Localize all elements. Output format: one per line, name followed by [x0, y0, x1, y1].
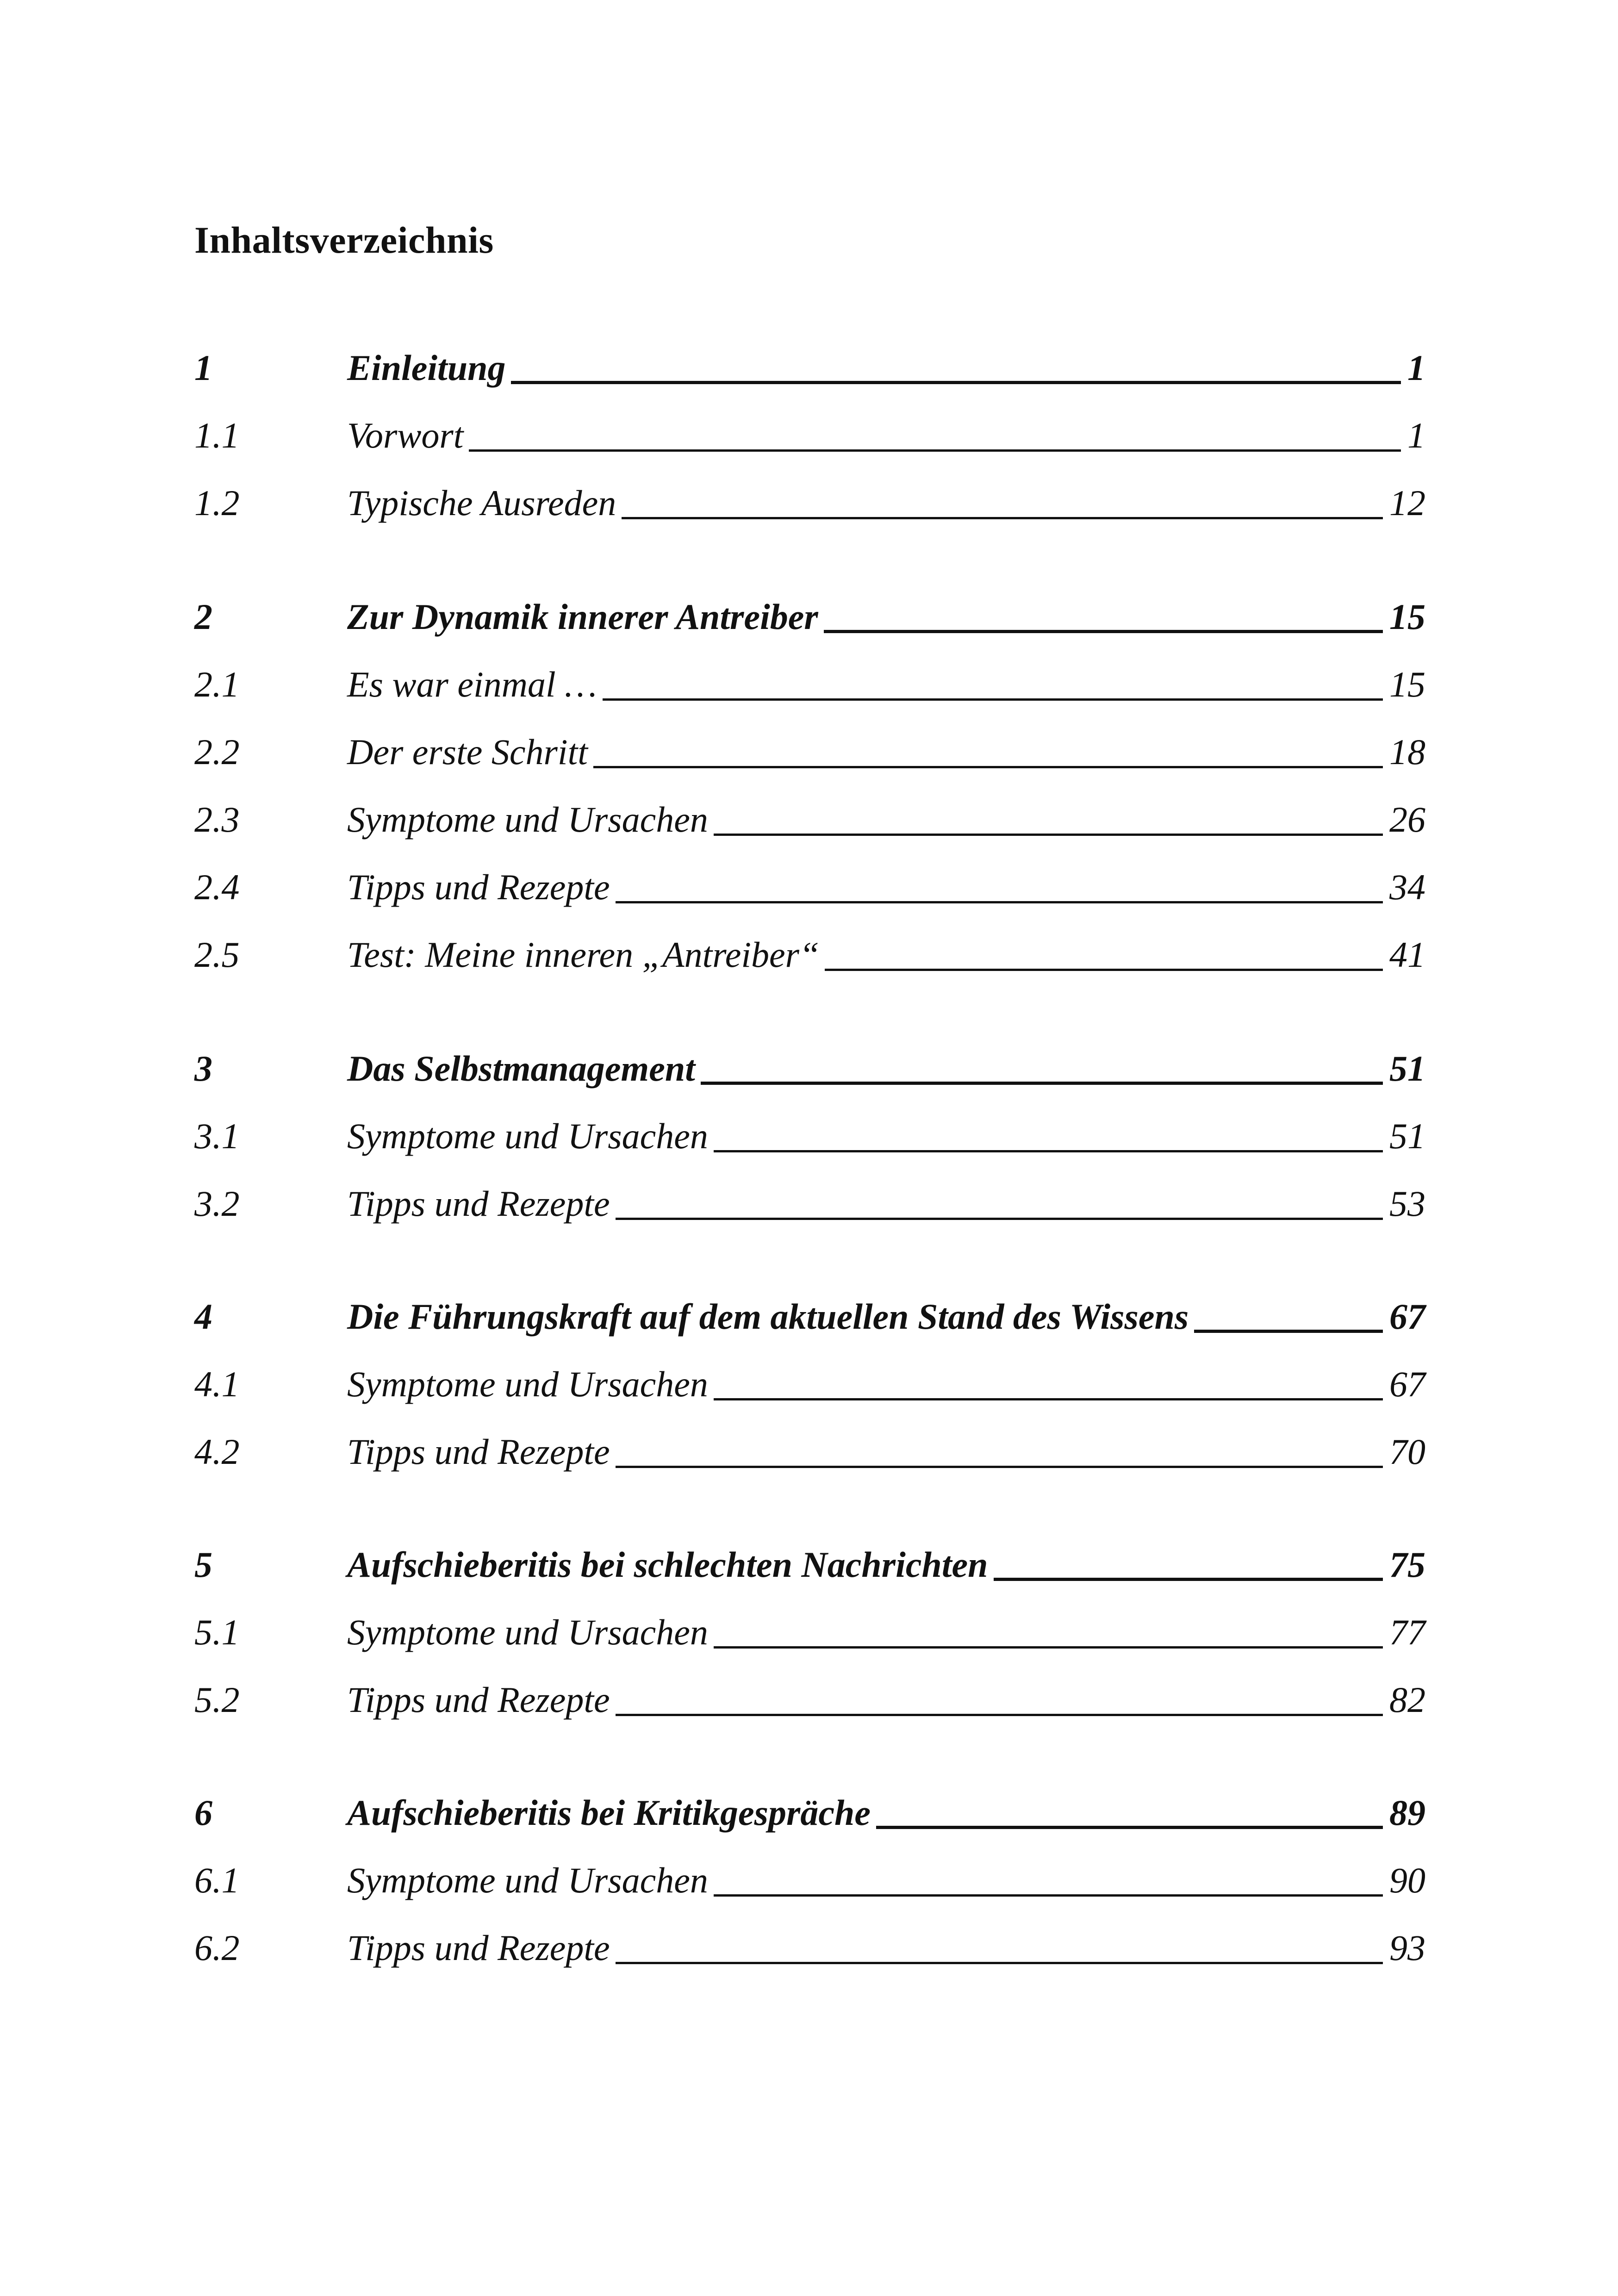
page-number: 12: [1389, 483, 1425, 523]
dot-leader: [603, 698, 1383, 701]
section-number: 1.1: [194, 415, 240, 455]
page-number: 89: [1389, 1792, 1425, 1833]
page-number: 18: [1389, 732, 1425, 772]
toc-section-2-1: [194, 659, 1425, 710]
dot-leader: [876, 1826, 1383, 1829]
dot-leader: [593, 766, 1383, 768]
dot-leader: [469, 449, 1401, 452]
section-title: Symptome und Ursachen: [347, 1364, 708, 1404]
dot-leader: [714, 1646, 1383, 1649]
chapter-number: 6: [194, 1792, 212, 1833]
toc-section-1-2: [194, 478, 1425, 529]
section-number: 1.2: [194, 483, 240, 523]
page-number: 53: [1389, 1183, 1425, 1224]
section-number: 2.4: [194, 867, 240, 907]
section-title: Es war einmal …: [347, 664, 597, 704]
page-number: 51: [1389, 1048, 1425, 1089]
section-number: 5.2: [194, 1680, 240, 1720]
section-title: Symptome und Ursachen: [347, 1860, 708, 1900]
toc-chapter-4: [194, 1291, 1425, 1342]
toc-chapter-6: [194, 1787, 1425, 1838]
section-title: Tipps und Rezepte: [347, 1928, 610, 1968]
dot-leader: [714, 1894, 1383, 1897]
page-number: 34: [1389, 867, 1425, 907]
toc-section-3-2: [194, 1178, 1425, 1229]
dot-leader: [714, 1398, 1383, 1400]
page-number: 75: [1389, 1544, 1425, 1585]
chapter-title: Einleitung: [347, 348, 506, 388]
page-number: 15: [1389, 664, 1425, 704]
table-of-contents: [194, 0, 1425, 2296]
toc-section-4-2: [194, 1426, 1425, 1477]
section-number: 3.2: [194, 1183, 240, 1224]
section-title: Tipps und Rezepte: [347, 1183, 610, 1224]
section-title: Vorwort: [347, 415, 464, 455]
toc-section-2-4: [194, 862, 1425, 913]
chapter-title: Die Führungskraft auf dem aktuellen Stand des Wissens: [347, 1296, 1189, 1337]
dot-leader: [714, 1150, 1383, 1152]
section-number: 2.2: [194, 732, 240, 772]
page-number: 82: [1389, 1680, 1425, 1720]
section-number: 4.2: [194, 1431, 240, 1472]
dot-leader: [616, 1962, 1383, 1964]
dot-leader: [825, 969, 1383, 971]
section-title: Test: Meine inneren „Antreiber“: [347, 934, 820, 975]
toc-chapter-2: [194, 591, 1425, 642]
section-number: 6.1: [194, 1860, 240, 1900]
section-number: 5.1: [194, 1612, 240, 1652]
toc-section-6-2: [194, 1923, 1425, 1973]
page-number: 51: [1389, 1116, 1425, 1156]
page-number: 70: [1389, 1431, 1425, 1472]
page-number: 90: [1389, 1860, 1425, 1900]
toc-section-4-1: [194, 1359, 1425, 1410]
chapter-number: 1: [194, 348, 212, 388]
toc-section-5-1: [194, 1607, 1425, 1658]
page-number: 15: [1389, 597, 1425, 637]
dot-leader: [622, 517, 1383, 519]
section-number: 2.5: [194, 934, 240, 975]
toc-section-3-1: [194, 1111, 1425, 1162]
page-number: 41: [1389, 934, 1425, 975]
toc-section-2-5: [194, 929, 1425, 980]
section-number: 2.1: [194, 664, 240, 704]
dot-leader: [1194, 1330, 1383, 1333]
section-number: 3.1: [194, 1116, 240, 1156]
toc-chapter-5: [194, 1539, 1425, 1590]
chapter-title: Aufschieberitis bei schlechten Nachrichten: [347, 1544, 988, 1585]
dot-leader: [511, 381, 1401, 384]
page-number: 26: [1389, 799, 1425, 840]
section-title: Typische Ausreden: [347, 483, 616, 523]
page-number: 93: [1389, 1928, 1425, 1968]
toc-chapter-1: [194, 342, 1425, 393]
toc-section-2-3: [194, 794, 1425, 845]
chapter-title: Das Selbstmanagement: [347, 1048, 695, 1089]
section-number: 4.1: [194, 1364, 240, 1404]
toc-section-6-1: [194, 1855, 1425, 1906]
chapter-title: Zur Dynamik innerer Antreiber: [347, 597, 818, 637]
toc-section-2-2: [194, 727, 1425, 778]
dot-leader: [616, 901, 1383, 903]
page-number: 1: [1407, 415, 1425, 455]
page-title: Inhaltsverzeichnis: [194, 219, 494, 261]
dot-leader: [824, 630, 1383, 633]
section-title: Symptome und Ursachen: [347, 1612, 708, 1652]
dot-leader: [701, 1082, 1383, 1085]
chapter-title: Aufschieberitis bei Kritikgespräche: [347, 1792, 871, 1833]
page-number: 67: [1389, 1296, 1425, 1337]
page-number: 77: [1389, 1612, 1425, 1652]
chapter-number: 4: [194, 1296, 212, 1337]
section-title: Symptome und Ursachen: [347, 1116, 708, 1156]
dot-leader: [714, 834, 1383, 836]
section-title: Tipps und Rezepte: [347, 1431, 610, 1472]
toc-chapter-3: [194, 1043, 1425, 1094]
dot-leader: [994, 1578, 1383, 1581]
toc-section-1-1: [194, 410, 1425, 461]
dot-leader: [616, 1714, 1383, 1716]
section-title: Symptome und Ursachen: [347, 799, 708, 840]
dot-leader: [616, 1466, 1383, 1468]
toc-section-5-2: [194, 1674, 1425, 1725]
section-title: Tipps und Rezepte: [347, 1680, 610, 1720]
chapter-number: 5: [194, 1544, 212, 1585]
chapter-number: 3: [194, 1048, 212, 1089]
chapter-number: 2: [194, 597, 212, 637]
page-number: 67: [1389, 1364, 1425, 1404]
dot-leader: [616, 1218, 1383, 1220]
section-number: 6.2: [194, 1928, 240, 1968]
section-title: Tipps und Rezepte: [347, 867, 610, 907]
section-title: Der erste Schritt: [347, 732, 588, 772]
section-number: 2.3: [194, 799, 240, 840]
page-number: 1: [1407, 348, 1425, 388]
